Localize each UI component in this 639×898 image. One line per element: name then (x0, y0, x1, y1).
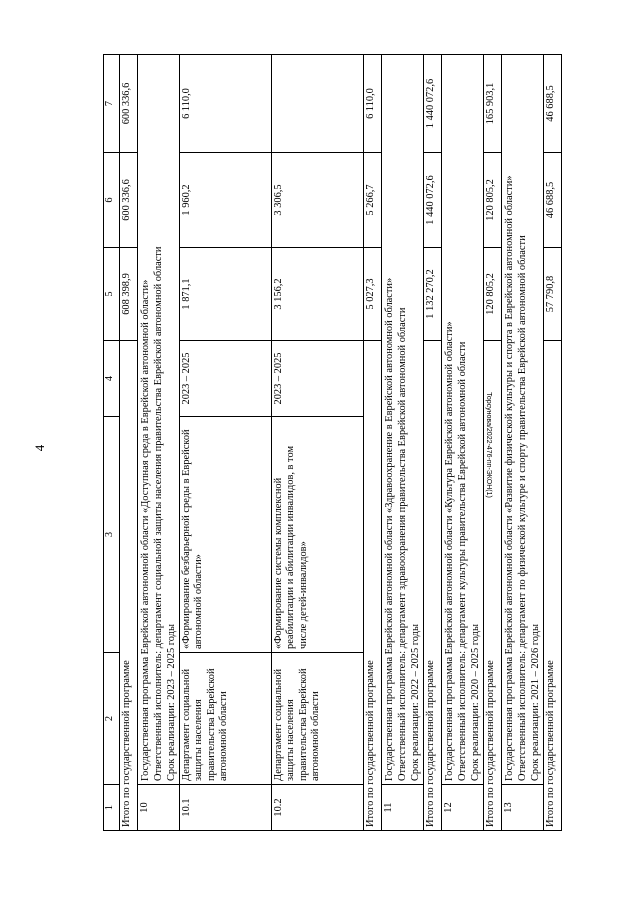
row-number: 13 (502, 785, 544, 831)
value-col-5: 1 132 270,2 (424, 248, 442, 341)
total-label: Итого по государственной программе (424, 341, 442, 831)
value-col-7 (272, 55, 364, 153)
value-col-5: 57 790,8 (544, 248, 562, 341)
value-col-6: 1 960,2 (180, 153, 272, 248)
program-row (502, 55, 544, 831)
header-col-1: 1 (104, 785, 120, 831)
value-col-7: 165 903,1 (484, 55, 502, 153)
total-row (120, 55, 138, 831)
header-col-6: 6 (104, 153, 120, 248)
value-col-5: 1 871,1 (180, 248, 272, 341)
value-col-5: 5 027,3 (364, 248, 382, 341)
value-col-7: 6 110,0 (364, 55, 382, 153)
program-executor: Ответственный исполнитель: департамент по физической культуре и спорту правительства Еврейской автономной области (517, 235, 528, 781)
program-executor: Ответственный исполнитель: департамент культуры правительства Еврейской автономной области (457, 341, 468, 781)
subprogram-name: «Формирование системы комплексной реабилитации и абилитации инвалидов, в том числе детей-инвалидов» (272, 417, 364, 653)
document-reference-note: Торсунова/2022-476-пп-ЭКОН(1) (485, 392, 492, 498)
department-cell: Департамент социальной защиты населения правительства Еврейской автономной области (272, 653, 364, 785)
header-col-5: 5 (104, 248, 120, 341)
value-col-5: 120 805,2 (484, 248, 502, 341)
subprogram-row (180, 55, 272, 831)
program-period: Срок реализации: 2021 – 2026 годы (530, 624, 541, 781)
subprogram-row (272, 55, 364, 831)
total-label: Итого по государственной программе (120, 341, 138, 831)
value-col-7: 600 336,6 (120, 55, 138, 153)
total-row (364, 55, 382, 831)
value-col-7: 6 110,0 (180, 55, 272, 153)
row-number: 10.2 (272, 785, 364, 831)
period-cell: 2023 – 2025 (180, 341, 272, 417)
row-number: 10 (138, 785, 180, 831)
program-row (382, 55, 424, 831)
header-row (104, 55, 120, 831)
program-period: Срок реализации: 2020 – 2025 годы (470, 624, 481, 781)
total-row (424, 55, 442, 831)
row-number: 10.1 (180, 785, 272, 831)
value-col-6: 46 688,5 (544, 153, 562, 248)
header-col-3: 3 (104, 417, 120, 653)
page-number: 4 (32, 444, 47, 452)
value-col-6: 5 266,7 (364, 153, 382, 248)
program-row (442, 55, 484, 831)
total-row (544, 55, 562, 831)
program-executor: Ответственный исполнитель: департамент здравоохранения правительства Еврейской автономной области (397, 307, 408, 781)
rotated-table-frame (103, 55, 556, 831)
program-period: Срок реализации: 2022 – 2025 годы (410, 624, 421, 781)
program-description (382, 55, 424, 785)
rotated-table-container (103, 55, 556, 831)
program-description (442, 55, 484, 785)
value-col-5: 3 156,2 (272, 248, 364, 341)
period-cell: 2023 – 2025 (272, 341, 364, 417)
value-col-7: 46 688,5 (544, 55, 562, 153)
department-cell: Департамент социальной защиты населения правительства Еврейской автономной области (180, 653, 272, 785)
row-number: 12 (442, 785, 484, 831)
program-title: Государственная программа Еврейской автономной области «Культура Еврейской автономной области» (444, 321, 455, 781)
value-col-7: 1 440 072,6 (424, 55, 442, 153)
program-executor: Ответственный исполнитель: департамент социальной защиты населения правительства Еврейской автономной области (153, 246, 164, 781)
subprogram-name: «Формирование безбарьерной среды в Еврейской автономной области» (180, 417, 272, 653)
program-period: Срок реализации: 2023 – 2025 годы (166, 624, 177, 781)
total-label: Итого по государственной программе (484, 341, 502, 831)
program-description (138, 55, 180, 785)
value-col-5: 608 398,9 (120, 248, 138, 341)
program-title: Государственная программа Еврейской автономной области «Доступная среда в Еврейской автономной области» (140, 279, 151, 781)
program-row (138, 55, 180, 831)
program-title: Государственная программа Еврейской автономной области «Развитие физической культуры и спорта в Еврейской автономной области» (504, 175, 515, 781)
total-label: Итого по государственной программе (364, 341, 382, 831)
header-col-7: 7 (104, 55, 120, 153)
header-col-4: 4 (104, 341, 120, 417)
program-title: Государственная программа Еврейской автономной области «Здравоохранение в Еврейской автономной области» (384, 277, 395, 781)
value-col-6: 3 306,5 (272, 153, 364, 248)
header-col-2: 2 (104, 653, 120, 785)
total-label: Итого по государственной программе (544, 341, 562, 831)
value-col-6: 120 805,2 (484, 153, 502, 248)
program-funding-table (103, 54, 562, 831)
value-col-6: 600 336,6 (120, 153, 138, 248)
total-row (484, 55, 502, 831)
value-col-6: 1 440 072,6 (424, 153, 442, 248)
row-number: 11 (382, 785, 424, 831)
program-description (502, 55, 544, 785)
